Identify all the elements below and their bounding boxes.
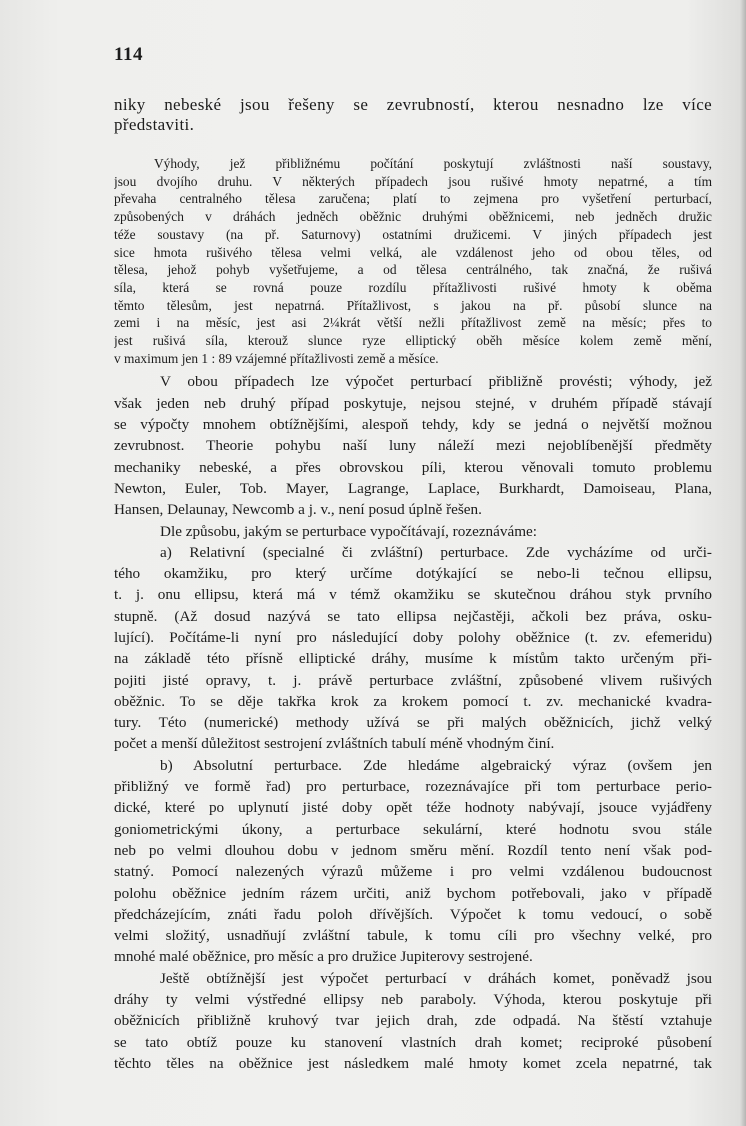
page-edge-shadow (740, 0, 746, 1126)
text-line: se tato obtíž pouze ku stanovení vlastních drah komet; reciproké působení (114, 1033, 712, 1051)
text-line: předcházejícím, znáti řadu poloh dřívějších. Výpočet k tomu vedoucí, o sobě (114, 905, 712, 923)
text-line: b) Absolutní perturbace. Zde hledáme algebraický výraz (ovšem jen (160, 756, 712, 774)
text-line: oběžnic. To se děje takřka krok za krokem pomocí t. zv. mechanické kvadra- (114, 692, 712, 710)
text-line: Výhody, jež přibližnému počítání poskytují zvláštnosti naší soustavy, (154, 156, 712, 171)
text-line: však jeden neb druhý případ poskytuje, nejsou stejné, v druhém případě stávají (114, 394, 712, 412)
text-line: na základě této přísně elliptické dráhy, musíme k místům takto určeným při- (114, 650, 712, 668)
text-line: tého okamžiku, pro který určíme dotýkající se nebo-li tečnou ellipsu, (114, 565, 712, 583)
text-line: V obou případech lze výpočet perturbací přibližně provésti; výhody, jež (160, 373, 712, 391)
text-line: sice hmota rušivého tělesa velmi velká, ale vzdálenost jeho od obou těles, od (114, 244, 712, 260)
text-line: v maximum jen 1 : 89 vzájemné přítažlivosti země a měsíce. (114, 350, 439, 366)
text-line: Ještě obtížnější jest výpočet perturbací v dráhách komet, poněvadž jsou (160, 969, 712, 987)
page-text (114, 95, 712, 1074)
text-line: a) Relativní (specialné či zvláštní) perturbace. Zde vycházíme od urči- (160, 543, 712, 561)
text-line: mnohé malé oběžnice, pro měsíc a pro družice Jupiterovy sestrojené. (114, 948, 533, 966)
text-line: téže soustavy (na př. Saturnovy) ostatními družicemi. V jiných případech jest (114, 226, 712, 242)
text-line: těmto tělesům, jest nepatrná. Přítažlivost, s jakou na př. působí slunce na (114, 297, 712, 313)
text-line: goniometrickými úkony, a perturbace sekulární, které hodnotu svou stále (114, 820, 712, 838)
text-line: tury. Této (numerické) methody užívá se při malých oběžnicích, jichž velký (114, 714, 712, 732)
paragraph-small-print-body (114, 173, 712, 368)
text-line: oběžnicích přibližně kruhový tvar jejich drah, zde odpadá. Na štěstí vztahuje (114, 1012, 712, 1030)
text-line: dické, které po uplynutí jisté doby opět téže hodnoty nabývají, jsouce vyjádřeny (114, 799, 712, 817)
text-line: polohu oběžnice jedním rázem určiti, aniž bychom potřebovali, jako v případě (114, 884, 712, 902)
text-line: mechaniky nebeské, a přes obrovskou píli, kterou věnovali tomuto problemu (114, 458, 712, 476)
text-line: převaha centralného tělesa zaručena; platí to zejmena pro vyšetření perturbací, (114, 191, 712, 207)
text-line: tělesa, jehož pohyb vyšetřujeme, a od tělesa centrálného, tak značná, že rušivá (114, 262, 712, 278)
text-line: lující). Počítáme-li nyní pro následující doby polohy oběžnice (t. zv. efemeridu) (114, 629, 712, 646)
text-line: niky nebeské jsou řešeny se zevrubností, kterou nesnadno lze více (114, 95, 712, 114)
paragraph-main (114, 371, 712, 1074)
text-line: způsobených v dráhách jedněch oběžnic druhými oběžnicemi, neb jedněch družic (114, 209, 712, 225)
text-line: Hansen, Delaunay, Newcomb a j. v., není posud úplně řešen. (114, 501, 482, 519)
paragraph-intro (114, 95, 712, 135)
text-line: stupně. (Až dosud nazývá se tato ellipsa nejčastěji, ačkoli bez práva, osku- (114, 607, 712, 625)
text-line: velmi složitý, usnadňují zvláštní tabule, k tomu cíli pro všechny velké, pro (114, 927, 712, 945)
text-line: jsou dvojího druhu. V některých případech jsou rušivé hmoty nepatrné, a tím (114, 173, 712, 189)
text-line: Newton, Euler, Tob. Mayer, Lagrange, Laplace, Burkhardt, Damoiseau, Plana, (114, 479, 712, 497)
text-line: zevrubnost. Theorie pohybu naší luny náleží mezi nejoblíbenější předměty (114, 437, 712, 455)
text-line: těchto těles na oběžnice jest následkem malé hmoty komet zcela nepatrné, tak (114, 1054, 712, 1072)
text-line: síla, která se rovná pouze rozdílu přítažlivosti rušivé hmoty k oběma (114, 279, 712, 295)
page-number: 114 (114, 44, 143, 65)
paragraph-small-print (114, 155, 712, 173)
text-line: zemi i na měsíc, jest asi 2¼krát větší nežli přítažlivost země na měsíc; přes to (114, 315, 712, 331)
text-line: neb po velmi dlouhou dobu v jednom směru mění. Rozdíl tento není však pod- (114, 841, 712, 859)
text-line: Dle způsobu, jakým se perturbace vypočítávají, rozeznáváme: (160, 522, 538, 540)
text-line: statný. Pomocí nalezených výrazů můžeme i pro velmi vzdálenou budoucnost (114, 863, 712, 881)
text-line: představiti. (114, 115, 195, 134)
text-line: pojiti jisté opravy, t. j. právě perturbace zvláštní, způsobené vlivem rušivých (114, 671, 712, 689)
text-line: dráhy ty velmi výstředné ellipsy neb paraboly. Výhoda, kterou poskytuje při (114, 991, 712, 1009)
text-line: jest rušivá síla, kterouž slunce ryze elliptický oběh měsíce kolem země mění, (114, 333, 712, 349)
text-line: přibližný ve formě řad) pro perturbace, rozeznávajíce při tom perturbace perio- (114, 778, 712, 796)
text-line: se výpočty mnohem obtížnějšími, alespoň tehdy, kdy se jedná o největší možnou (114, 416, 712, 434)
text-line: počet a menší důležitost sestrojení zvláštních tabulí méně vhodným činí. (114, 735, 555, 753)
text-line: t. j. onu ellipsu, která má v témž okamžiku se skutečnou dráhou styk prvního (114, 586, 712, 604)
